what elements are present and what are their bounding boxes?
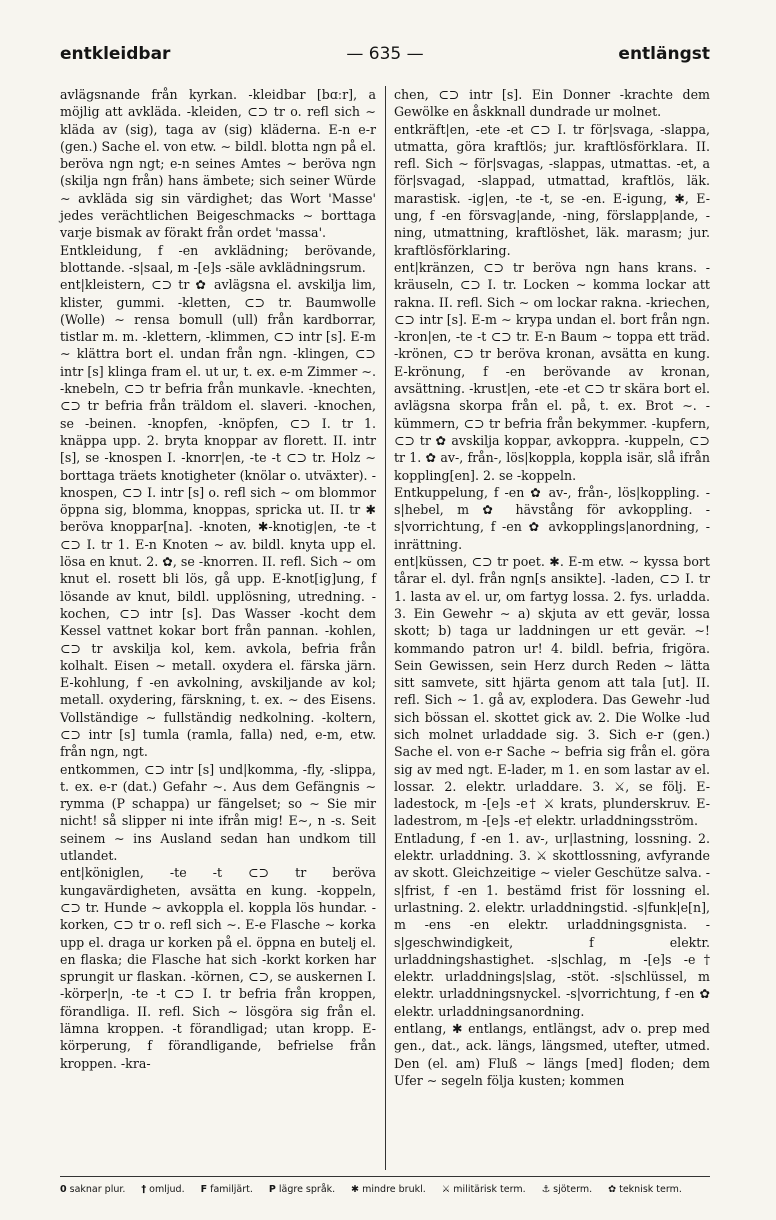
left-column xyxy=(60,86,376,1072)
entry-paragraph: avlägsnande från kyrkan. -kleidbar [bɑːr], a möjlig att avkläda. -kleiden, ⊂⊃ tr o. refl sich ∼ kläda av (sig), taga av (sig) kläderna. E-n e-r (gen.) Sache el. von etw. ∼ bildl. blotta ngn på el. beröva ngn ngt; e-n seines Amtes ∼ beröva ngn (skilja ngn från) hans ämbete; sich seiner Würde ∼ avkläda sig sin värdighet; das Wort 'Masse' jedes verächtlichen Beigeschmacks ∼ borttaga varje bismak av förakt från ordet 'massa'. xyxy=(60,87,376,241)
legend-item: P lägre språk. xyxy=(268,1184,336,1195)
entry-paragraph: ent|königlen, -te -t ⊂⊃ tr beröva kungavärdigheten, avsätta en kung. -koppeln, ⊂⊃ tr. Hunde ∼ avkoppla el. koppla lös hundar. -korken, ⊂⊃ tr o. refl sich ∼. E-e Flasche ∼ korka upp el. draga ur korken på el. öppna en butelj el. en flaska; die Flasche hat sich -korkt korken har sprungit ur flaskan. -körnen, ⊂⊃, se auskernen I. -körper|n, -te -t ⊂⊃ I. tr befria från kroppen, förandliga. II. refl. Sich ∼ lösgöra sig från el. lämna kroppen. -t förandligad; utan kropp. E-körperung, f förandligande, befrielse från kroppen. -kra- xyxy=(60,865,376,1071)
legend-item: † omljud. xyxy=(141,1184,185,1195)
entry-paragraph: ent|kleistern, ⊂⊃ tr ✿ avlägsna el. avskilja lim, klister, gummi. -kletten, ⊂⊃ tr. Baumwolle (Wolle) ∼ rensa bomull (ull) från kardborrar, tistlar m. m. -klettern, -klimmen, ⊂⊃ intr [s]. E-m ∼ klättra bort el. undan från ngn. -klingen, ⊂⊃ intr [s] klinga fram el. ut ur, t. ex. e-m Zimmer ∼. -knebeln, ⊂⊃ tr befria från munkavle. -knechten, ⊂⊃ tr befria från träldom el. slaveri. -knochen, se -beinen. -knopfen, -knöpfen, ⊂⊃ I. tr 1. knäppa upp. 2. bryta knoppar av florett. II. intr [s], se -knospen I. -knorr|en, -te -t ⊂⊃ tr. Holz ∼ borttaga träets knotigheter (knölar o. utväxter). -knospen, ⊂⊃ I. intr [s] o. refl sich ∼ om blommor öppna sig, blomma, knoppas, spricka ut. II. tr ✱ beröva knoppar[na]. -knoten, ✱-knotig|en, -te -t ⊂⊃ I. tr 1. E-n Knoten ∼ av. bildl. knyta upp el. lösa en knut. 2. ✿, se -knorren. II. refl. Sich ∼ om knut el. rosett bli lös, gå upp. E-knot[ig]ung, f lösande av knut, bildl. upplösning, utredning. -kochen, ⊂⊃ intr [s]. Das Wasser -kocht dem Kessel vattnet kokar bort från pannan. -kohlen, ⊂⊃ tr avskilja kol, kem. avkola, befria från kolhalt. Eisen ∼ metall. oxydera el. färska järn. E-kohlung, f -en avkolning, avskiljande av kol; metall. oxydering, färskning, t. ex. ∼ des Eisens. Vollständige ∼ fullständig nedkolning. -koltern, ⊂⊃ intr [s] tumla (ramla, falla) ned, e-m, etw. från ngn, ngt. xyxy=(60,277,376,760)
header-left-guide-word: entkleidbar xyxy=(60,44,171,64)
entry-paragraph: ent|küssen, ⊂⊃ tr poet. ✱. E-m etw. ∼ kyssa bort tårar el. dyl. från ngn[s ansikte]. -laden, ⊂⊃ I. tr 1. lasta av el. ur, om fartyg lossa. 2. fys. urladda. 3. Ein Gewehr ∼ a) skjuta av ett gevär, lossa skott; b) taga ur laddningen ur ett gevär. ∼! kommando patron ur! 4. bildl. befria, frigöra. Sein Gewissen, sein Herz durch Reden ∼ lätta sitt samvete, sitt hjärta genom att tala [ut]. II. refl. Sich ∼ 1. gå av, explodera. Das Gewehr -lud sich bössan el. skottet gick av. 2. Die Wolke -lud sich molnet urladdade sig. 3. Sich e-r (gen.) Sache el. von e-r Sache ∼ befria sig från el. göra sig av med ngt. E-lader, m 1. en som lastar av el. lossar. 2. elektr. urladdare. 3. ⚔, se följ. E-ladestock, m -[e]s -e† ⚔ krats, plunderskruv. E-ladestrom, m -[e]s -e† elektr. urladdningsström. xyxy=(394,554,710,829)
header-right-guide-word: entlängst xyxy=(618,44,710,64)
entry-paragraph: entkommen, ⊂⊃ intr [s] und|komma, -fly, -slippa, t. ex. e-r (dat.) Gefahr ∼. Aus dem Gefängnis ∼ rymma (P schappa) ur fängelset; so ∼ Sie mir nicht! så slipper ni inte ifrån mig! E∼, n -s. Seit seinem ∼ ins Ausland sedan han undkom till utlandet. xyxy=(60,761,376,864)
entry-paragraph: entkräft|en, -ete -et ⊂⊃ I. tr för|svaga, -slappa, utmatta, göra kraftlös; jur. kraftlösförklara. II. refl. Sich ∼ för|svagas, -slappas, utmattas. -et, a för|svagad, -slappad, utmattad, kraftlös, läk. marastisk. -ig|en, -te -t, se -en. E-igung, ✱, E-ung, f -en försvag|ande, -ning, förslapp|ande, -ning, utmattning, kraftlöshet, läk. marasm; jur. kraftlösförklaring. xyxy=(394,121,710,258)
legend-item: ✿ teknisk term. xyxy=(608,1184,682,1195)
entry-paragraph: Entkleidung, f -en avklädning; berövande, blottande. -s|saal, m -[e]s -säle avklädningsrum. xyxy=(60,242,376,275)
entry-paragraph: Entkuppelung, f -en ✿ av-, från-, lös|koppling. -s|hebel, m ✿ hävstång för avkoppling. -s|vorrichtung, f -en ✿ avkopplings|anordning, -inrättning. xyxy=(394,484,710,552)
legend-item: 0 saknar plur. xyxy=(60,1184,126,1195)
legend-item: ⚔ militärisk term. xyxy=(441,1184,526,1195)
legend-item: ✱ mindre brukl. xyxy=(351,1184,426,1195)
entry-paragraph: chen, ⊂⊃ intr [s]. Ein Donner -krachte dem Gewölke en åskknall dundrade ur molnet. xyxy=(394,87,710,120)
page-header xyxy=(60,40,710,70)
footer-rule xyxy=(60,1176,710,1177)
entry-paragraph: ent|kränzen, ⊂⊃ tr beröva ngn hans krans. -kräuseln, ⊂⊃ I. tr. Locken ∼ komma lockar att rakna. II. refl. Sich ∼ om lockar rakna. -kriechen, ⊂⊃ intr [s]. E-m ∼ krypa undan el. bort från ngn. -kron|en, -te -t ⊂⊃ tr. E-n Baum ∼ toppa ett träd. -krönen, ⊂⊃ tr beröva kronan, avsätta en kung. E-krönung, f -en berövande av kronan, avsättning. -krust|en, -ete -et ⊂⊃ tr skära bort el. avlägsna skorpa från el. på, t. ex. Brot ∼. -kümmern, ⊂⊃ tr befria från bekymmer. -kupfern, ⊂⊃ tr ✿ avskilja koppar, avkoppra. -kuppeln, ⊂⊃ tr 1. ✿ av-, från-, lös|koppla, koppla isär, slå ifrån koppling[en]. 2. se -koppeln. xyxy=(394,259,710,483)
symbol-legend xyxy=(60,1184,710,1195)
legend-item: F familjärt. xyxy=(200,1184,253,1195)
entry-paragraph: Entladung, f -en 1. av-, ur|lastning, lossning. 2. elektr. urladdning. 3. ⚔ skottlossning, avfyrande av skott. Gleichzeitige ∼ vieler Geschütze salva. -s|frist, f -en 1. bestämd frist för lossning el. urlastning. 2. elektr. urladdningstid. -s|funk|e[n], m -ens -en elektr. urladdningsgnista. -s|geschwindigkeit, f elektr. urladdningshastighet. -s|schlag, m -[e]s -e† elektr. urladdnings|slag, -stöt. -s|schlüssel, m elektr. urladdningsnyckel. -s|vorrichtung, f -en ✿ elektr. urladdningsanordning. xyxy=(394,830,710,1019)
legend-item: ⚓ sjöterm. xyxy=(541,1184,593,1195)
header-page-number: — 635 — xyxy=(346,44,424,64)
right-column xyxy=(394,86,710,1089)
entry-paragraph: entlang, ✱ entlangs, entlängst, adv o. prep med gen., dat., ack. längs, längsmed, utefter, utmed. Den (el. am) Fluß ∼ längs [med] floden; dem Ufer ∼ segeln följa kusten; kommen xyxy=(394,1021,710,1088)
column-divider xyxy=(385,86,386,1170)
